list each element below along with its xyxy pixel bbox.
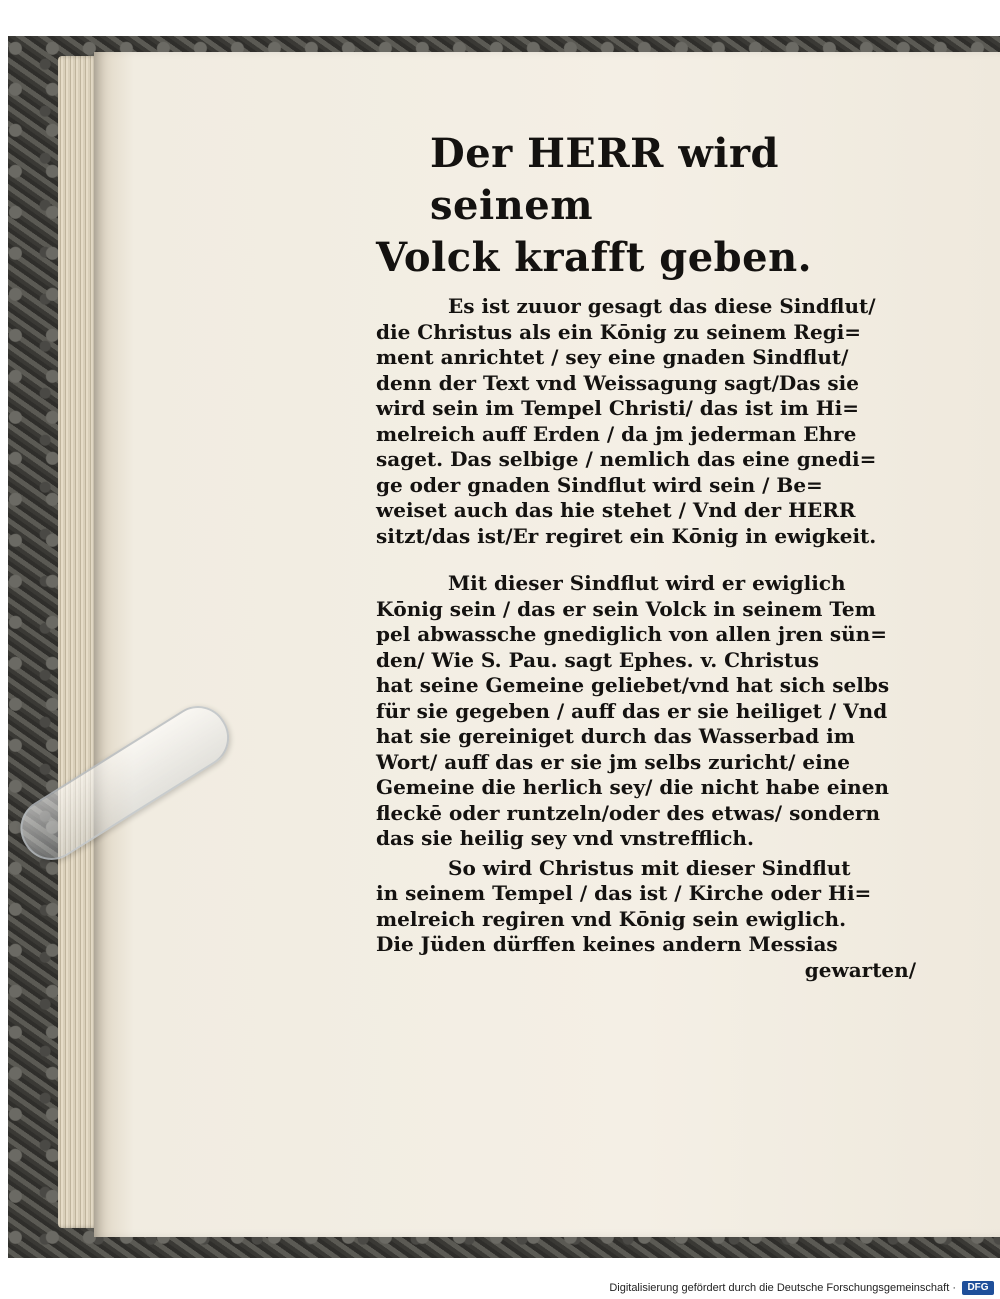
- text-line: ment anrichtet / sey eine gnaden Sindflut/: [376, 345, 849, 369]
- heading-line-1: Der HERR wird seinem: [430, 130, 779, 229]
- text-line: melreich auff Erden / da jm jederman Ehre: [376, 421, 857, 446]
- text-line: Kōnig sein / das er sein Volck in seinem Tem: [376, 596, 876, 621]
- text-line: fleckē oder runtzeln/oder des etwas/ sondern: [376, 800, 880, 825]
- text-line: in seinem Tempel / das ist / Kirche oder Hi=: [376, 881, 872, 905]
- paragraph-1: [376, 294, 916, 549]
- text-line: sitzt/das ist/Er regiret ein Kōnig in ewigkeit.: [376, 523, 877, 548]
- paragraph-2: [376, 571, 916, 852]
- text-line: pel abwassche gnediglich von allen jren sün=: [376, 622, 887, 646]
- text-line: weiset auch das hie stehet / Vnd der HERR: [376, 498, 856, 522]
- paragraph-3: [376, 856, 916, 984]
- text-line: für sie gegeben / auff das er sie heiliget / Vnd: [376, 698, 888, 723]
- funding-credit: Digitalisierung gefördert durch die Deutsche Forschungsgemeinschaft ·: [609, 1282, 956, 1294]
- text-line: Wort/ auff das er sie jm selbs zuricht/ eine: [376, 749, 851, 774]
- page-heading: [376, 128, 916, 284]
- text-line: die Christus als ein Kōnig zu seinem Regi=: [376, 319, 862, 344]
- text-line: Die Jüden dürffen keines andern Messias: [376, 932, 838, 956]
- footer-bar: [0, 1278, 1000, 1299]
- text-line: saget. Das selbige / nemlich das eine gnedi=: [376, 447, 877, 471]
- page-text: [376, 128, 916, 983]
- catchword: gewarten/: [804, 957, 916, 982]
- text-line: den/ Wie S. Pau. sagt Ephes. v. Christus: [376, 647, 820, 672]
- text-line: So wird Christus mit dieser Sindflut: [448, 855, 851, 880]
- text-line: hat seine Gemeine geliebet/vnd hat sich selbs: [376, 673, 890, 697]
- text-line: denn der Text vnd Weissagung sagt/Das sie: [376, 370, 860, 395]
- page-edges: [58, 56, 98, 1228]
- text-line: melreich regiren vnd Kōnig sein ewiglich.: [376, 906, 847, 931]
- text-line: Es ist zuuor gesagt das diese Sindflut/: [448, 294, 876, 318]
- dfg-logo: DFG: [962, 1281, 994, 1295]
- text-line: das sie heilig sey vnd vnstrefflich.: [376, 826, 754, 850]
- text-line: hat sie gereiniget durch das Wasserbad im: [376, 724, 855, 748]
- heading-line-2: Volck krafft geben.: [376, 234, 813, 281]
- text-line: Mit dieser Sindflut wird er ewiglich: [448, 571, 846, 595]
- text-line: Gemeine die herlich sey/ die nicht habe einen: [376, 775, 889, 799]
- text-line: wird sein im Tempel Christi/ das ist im Hi=: [376, 396, 860, 420]
- text-line: ge oder gnaden Sindflut wird sein / Be=: [376, 472, 823, 497]
